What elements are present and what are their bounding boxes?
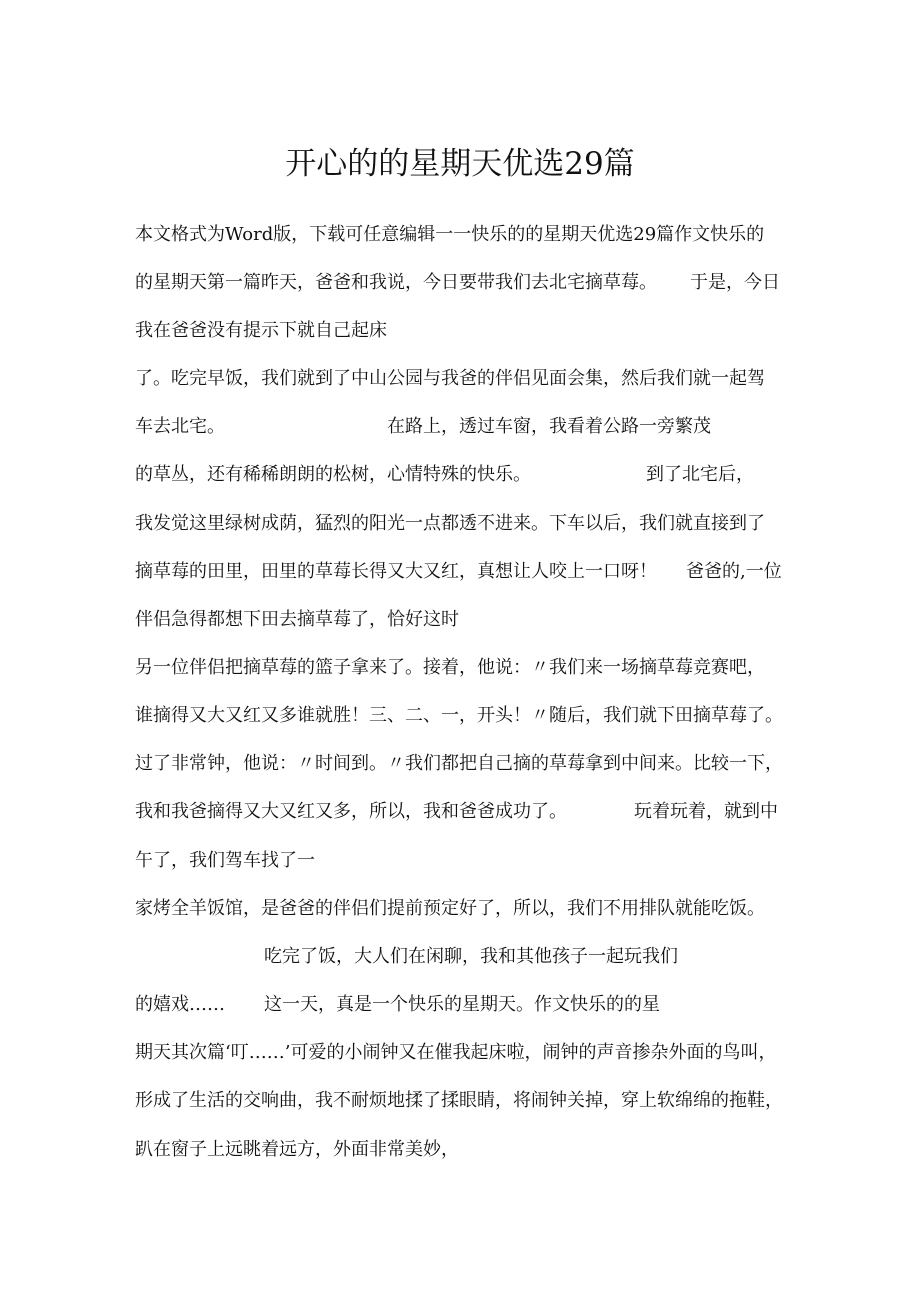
text-line: 爸爸的,一位 xyxy=(686,561,782,582)
text-line: 我发觉这里绿树成荫，猛烈的阳光一点都透不进来。下车以后，我们就直接到了 xyxy=(135,513,765,534)
text-line: 玩着玩着，就到中 xyxy=(634,801,778,822)
text-line: 到了北宅后， xyxy=(646,464,754,485)
document-title: 开心的的星期天优选29篇 xyxy=(285,146,635,182)
text-line: 伴侣急得都想下田去摘草莓了，恰好这时 xyxy=(135,609,459,630)
text-line: 我在爸爸没有提示下就自己起床 xyxy=(135,320,387,341)
text-line: 本文格式为Word版，下载可任意编辑一一快乐的的星期天优选29篇作文快乐的 xyxy=(135,224,765,245)
text-line: 的草丛，还有稀稀朗朗的松树，心情特殊的快乐。 xyxy=(135,464,531,485)
text-line: 的嬉戏…… xyxy=(135,994,225,1015)
text-line: 形成了生活的交响曲，我不耐烦地揉了揉眼睛，将闹钟关掉，穿上软绵绵的拖鞋， xyxy=(135,1090,783,1111)
text-line: 谁摘得又大又红又多谁就胜！三、二、一，开头！〃随后，我们就下田摘草莓了。 xyxy=(135,705,783,726)
text-line: 趴在窗子上远眺着远方，外面非常美妙， xyxy=(135,1139,459,1160)
text-line: 在路上，透过车窗，我看着公路一旁繁茂 xyxy=(387,416,711,437)
text-line: 另一位伴侣把摘草莓的篮子拿来了。接着，他说：〃我们来一场摘草莓竞赛吧， xyxy=(135,657,765,678)
text-line: 期天其次篇‘叮……’可爱的小闹钟又在催我起床啦，闹钟的声音掺杂外面的鸟叫， xyxy=(135,1042,777,1063)
text-line: 吃完了饭，大人们在闲聊，我和其他孩子一起玩我们 xyxy=(264,946,678,967)
text-line: 这一天，真是一个快乐的星期天。作文快乐的的星 xyxy=(264,994,660,1015)
text-line: 午了，我们驾车找了一 xyxy=(135,850,315,871)
text-line: 的星期天第一篇昨天，爸爸和我说，今日要带我们去北宅摘草莓。 xyxy=(135,272,657,293)
text-line: 我和我爸摘得又大又红又多，所以，我和爸爸成功了。 xyxy=(135,801,567,822)
text-line: 了。吃完早饭，我们就到了中山公园与我爸的伴侣见面会集，然后我们就一起驾 xyxy=(135,368,765,389)
text-line: 摘草莓的田里，田里的草莓长得又大又红，真想让人咬上一口呀！ xyxy=(135,561,657,582)
text-line: 过了非常钟，他说：〃时间到。〃我们都把自己摘的草莓拿到中间来。比较一下， xyxy=(135,753,783,774)
text-line: 家烤全羊饭馆，是爸爸的伴侣们提前预定好了，所以，我们不用排队就能吃饭。 xyxy=(135,898,765,919)
text-line: 于是，今日 xyxy=(690,272,780,293)
text-line: 车去北宅。 xyxy=(135,416,225,437)
